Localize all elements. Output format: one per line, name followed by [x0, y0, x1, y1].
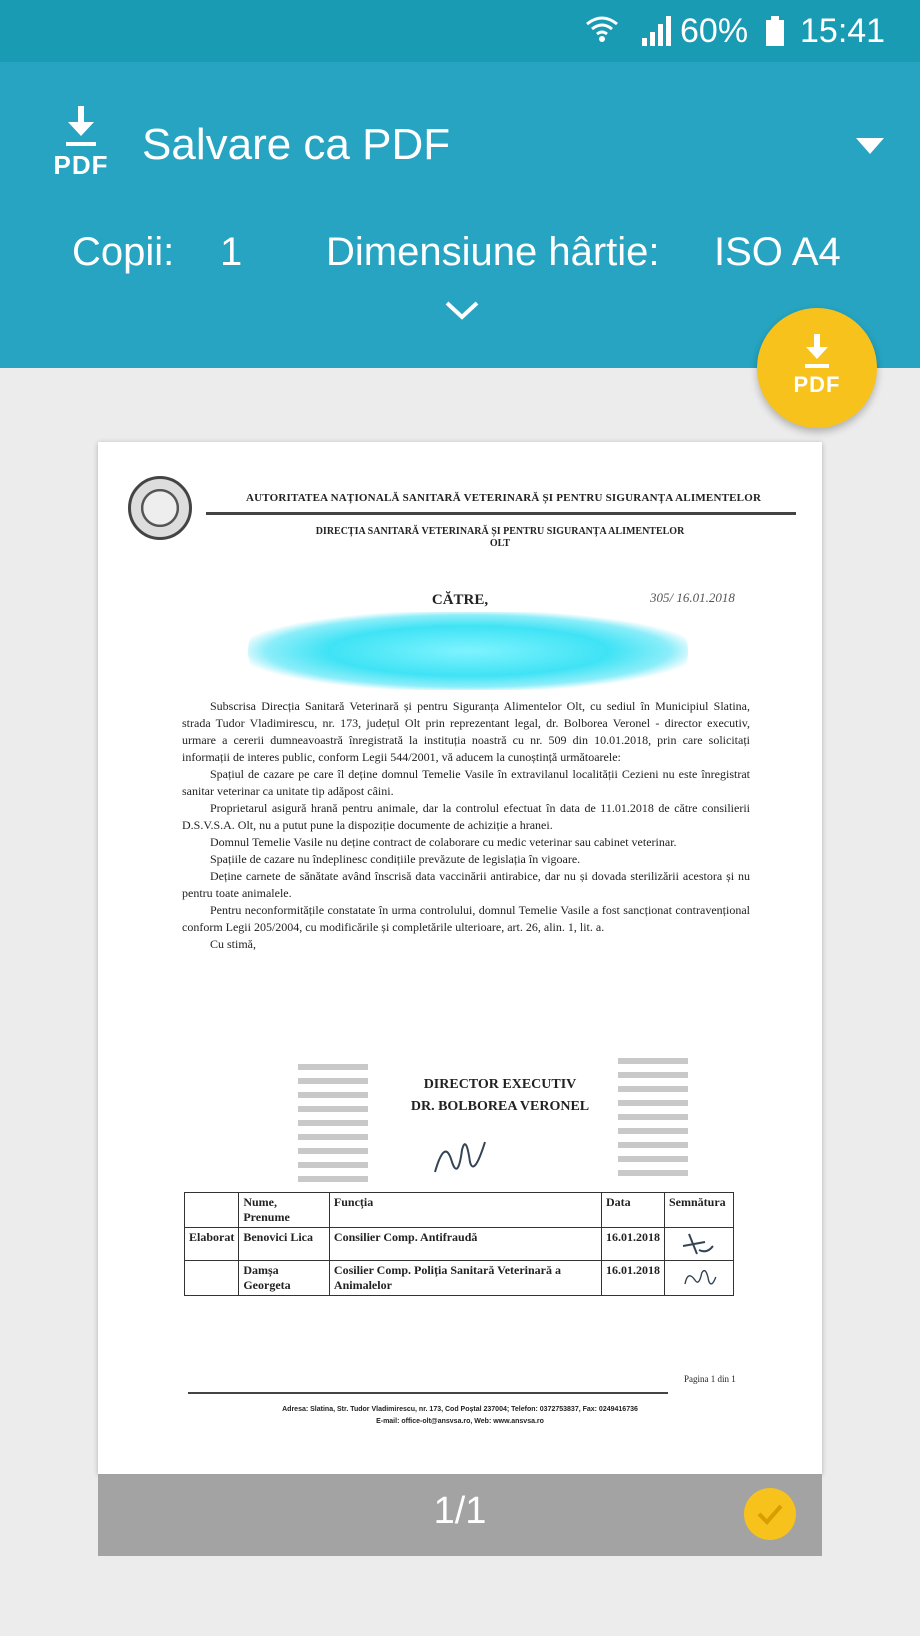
save-pdf-button[interactable]	[757, 308, 877, 428]
destination-select[interactable]: Salvare ca PDF	[142, 120, 451, 169]
copies-label: Copii:	[72, 230, 175, 274]
copies-value[interactable]: 1	[220, 230, 243, 274]
page-select-checkbox[interactable]	[744, 1488, 796, 1540]
redacted-recipient	[248, 612, 688, 690]
page-number: Pagina 1 din 1	[684, 1374, 736, 1384]
table-cell: Elaborat	[185, 1228, 239, 1261]
directorate-heading	[98, 526, 822, 550]
registration-handnote: 305/ 16.01.2018	[650, 590, 735, 605]
table-cell	[185, 1261, 239, 1296]
dropdown-arrow-icon[interactable]	[856, 138, 884, 154]
paragraph: Subscrisa Direcția Sanitară Veterinară și pentru Siguranța Alimentelor Olt, cu sediul în Municipiul Slatina, strada Tudor Vladimirescu, nr. 173, județul Olt prin reprezentant legal, dr. Bolborea Veronel - director executiv, urmare a cererii dumneavoastră înregistrată la instituția noastră cu nr. 509 din 10.01.2018, prin care solicitați informații de interes public, conform Legii 544/2001, vă aducem la cunoștință următoarele:	[182, 699, 750, 764]
table-cell: Damșa Georgeta	[239, 1261, 330, 1296]
table-row	[185, 1261, 734, 1296]
signatory-title: DIRECTOR EXECUTIV	[423, 1077, 577, 1092]
table-row	[185, 1228, 734, 1261]
signatory-block	[98, 1074, 822, 1118]
signal-icon	[640, 14, 674, 46]
table-cell: Cosilier Comp. Poliția Sanitară Veterinară a Animalelor	[329, 1261, 601, 1296]
page-counter: 1/1	[433, 1490, 487, 1532]
table-header: Semnătura	[664, 1193, 733, 1228]
paragraph: Deține carnete de sănătate având înscrisă data vaccinării antirabice, dar nu și dovada sterilizării acestora și nu pentru toate animalele.	[182, 869, 750, 900]
paragraph: Cu stimă,	[210, 937, 257, 951]
address-block	[98, 1404, 822, 1428]
letter-body	[182, 698, 750, 953]
table-header: Funcția	[329, 1193, 601, 1228]
page-preview[interactable]	[98, 442, 822, 1474]
paper-size-label: Dimensiune hârtie:	[326, 230, 660, 274]
table-cell: Consilier Comp. Antifraudă	[329, 1228, 601, 1261]
paragraph: Spațiile de cazare nu îndeplinesc condițiile prevăzute de legislația în vigoare.	[210, 852, 581, 866]
table-header: Data	[601, 1193, 664, 1228]
checkmark-icon	[756, 1502, 784, 1526]
table-cell: Benovici Lica	[239, 1228, 330, 1261]
pdf-icon-label: PDF	[53, 150, 109, 180]
table-header: Nume, Prenume	[239, 1193, 330, 1228]
recipient-label: CĂTRE,	[431, 592, 489, 608]
directorate-line1: DIRECȚIA SANITARĂ VETERINARĂ ȘI PENTRU SIGURANȚA ALIMENTELOR	[315, 526, 685, 537]
download-icon	[801, 334, 833, 370]
directorate-line2: OLT	[489, 538, 511, 549]
table-header	[185, 1193, 239, 1228]
battery-icon	[766, 16, 784, 46]
table-cell: 16.01.2018	[601, 1228, 664, 1261]
chevron-down-icon[interactable]	[444, 300, 480, 322]
header-divider	[206, 512, 796, 515]
address-line1: Adresa: Slatina, Str. Tudor Vladimirescu, nr. 173, Cod Poștal 237004; Telefon: 0372753837, Fax: 0249416736	[282, 1406, 638, 1413]
signatory-name: DR. BOLBOREA VERONEL	[410, 1099, 590, 1114]
table-cell	[664, 1261, 733, 1296]
authority-heading: AUTORITATEA NAȚIONALĂ SANITARĂ VETERINARĂ ȘI PENTRU SIGURANȚA ALIMENTELOR	[246, 492, 762, 504]
page-footer	[98, 1474, 822, 1556]
paper-size-value[interactable]: ISO A4	[714, 230, 841, 274]
battery-percent: 60%	[680, 12, 749, 50]
status-bar	[0, 0, 920, 62]
table-header-row	[185, 1193, 734, 1228]
table-cell: 16.01.2018	[601, 1261, 664, 1296]
address-line2: E-mail: office-olt@ansvsa.ro, Web: www.ansvsa.ro	[376, 1418, 544, 1425]
paragraph: Spațiul de cazare pe care îl deține domnul Temelie Vasile în extravilanul localității Cezieni nu este înregistrat sanitar veterinar ca unitate tip adăpost câini.	[182, 767, 750, 798]
clock: 15:41	[800, 12, 886, 50]
director-signature-icon	[430, 1132, 490, 1182]
paragraph: Pentru neconformitățile constatate în urma controlului, domnul Temelie Vasile a fost sancționat contravențional conform Legii 205/2004, cu modificările și completările ulterioare, art. 26, alin. 1, lit. a.	[182, 903, 750, 934]
paragraph: Domnul Temelie Vasile nu deține contract de colaborare cu medic veterinar sau cabinet veterinar.	[210, 835, 677, 849]
footer-divider	[188, 1392, 668, 1394]
signature-icon	[669, 1230, 729, 1258]
fab-label: PDF	[793, 372, 841, 397]
pdf-download-icon	[50, 104, 112, 184]
approvals-table	[184, 1192, 734, 1296]
signature-icon	[669, 1263, 729, 1291]
paragraph: Proprietarul asigură hrană pentru animale, dar la controlul efectuat în data de 11.01.2018 de către consilierii D.S.V.S.A. Olt, nu a putut pune la dispoziție documente de achiziție a hranei.	[182, 801, 750, 832]
wifi-icon	[585, 12, 619, 46]
table-cell	[664, 1228, 733, 1261]
